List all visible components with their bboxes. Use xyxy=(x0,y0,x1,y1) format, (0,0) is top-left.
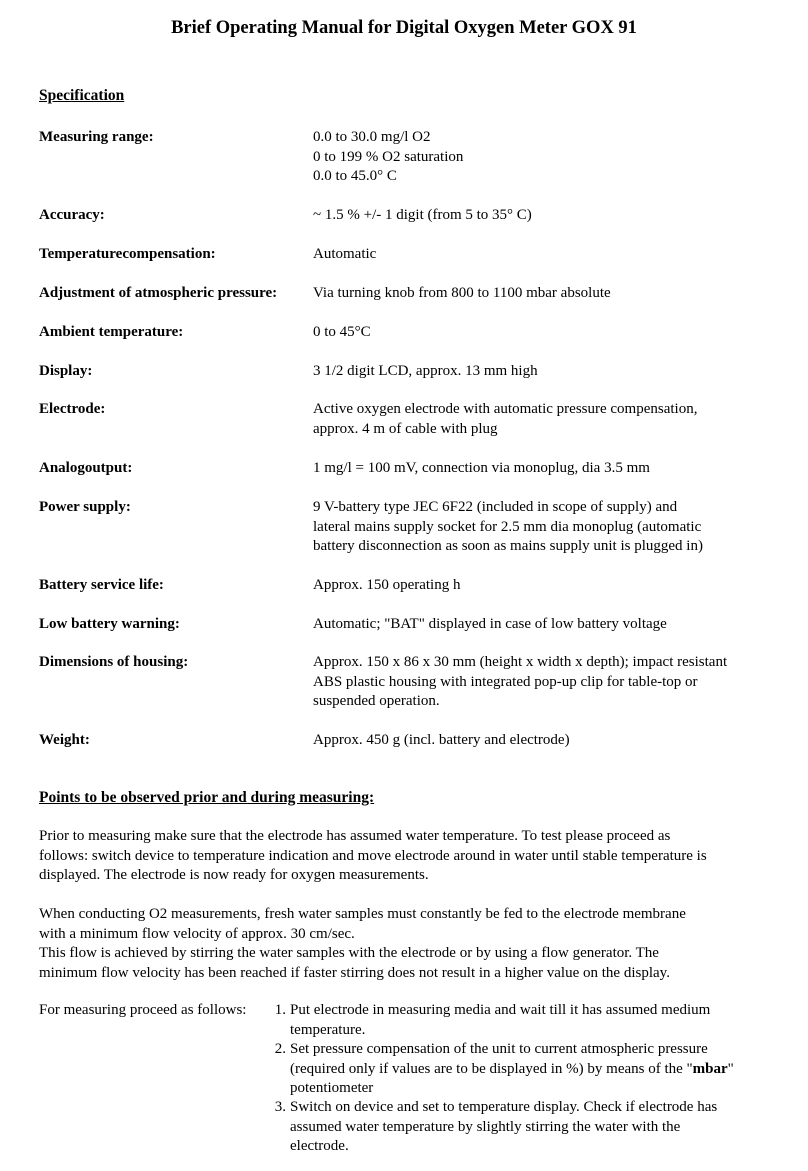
specification-heading: Specification xyxy=(39,87,125,104)
spec-label: Accuracy: xyxy=(39,207,105,223)
spec-value-line: Via turning knob from 800 to 1100 mbar absolute xyxy=(313,285,611,301)
spec-value xyxy=(313,498,773,557)
step-text-line: electrode. xyxy=(290,1138,349,1154)
spec-value-line: lateral mains supply socket for 2.5 mm dia monoplug (automatic xyxy=(313,518,702,535)
step-text-line: assumed water temperature by slightly stirring the water with the xyxy=(290,1118,681,1135)
paragraph-line: This flow is achieved by stirring the water samples with the electrode or by using a flow generator. The xyxy=(39,945,659,961)
spec-value-line: 9 V-battery type JEC 6F22 (included in scope of supply) and xyxy=(313,499,678,515)
spec-value-line: suspended operation. xyxy=(313,693,440,709)
spec-value-line: battery disconnection as soon as mains supply unit is plugged in) xyxy=(313,538,703,554)
spec-value-line: 0.0 to 45.0° C xyxy=(313,168,397,184)
spec-label: Weight: xyxy=(39,732,90,748)
step-text xyxy=(290,1040,770,1099)
spec-value xyxy=(313,731,773,751)
step-number: 1. xyxy=(274,1002,286,1018)
spec-value xyxy=(313,245,773,265)
step-number: 3. xyxy=(274,1099,286,1115)
spec-value xyxy=(313,206,773,226)
spec-value-line: approx. 4 m of cable with plug xyxy=(313,420,498,437)
spec-value xyxy=(313,653,773,712)
spec-value-line: Approx. 150 operating h xyxy=(313,577,461,593)
spec-label: Measuring range: xyxy=(39,129,154,145)
step-text xyxy=(290,1098,770,1157)
step-text-line: temperature. xyxy=(290,1021,366,1038)
document-title: Brief Operating Manual for Digital Oxygen Meter GOX 91 xyxy=(171,18,637,38)
spec-label: Analogoutput: xyxy=(39,460,133,476)
spec-value-line: 0 to 199 % O2 saturation xyxy=(313,148,464,165)
spec-value xyxy=(313,284,773,304)
step-number: 2. xyxy=(274,1041,286,1057)
spec-label: Temperaturecompensation: xyxy=(39,246,216,262)
step-text-line: Switch on device and set to temperature display. Check if electrode has xyxy=(290,1099,718,1115)
spec-value-line: 0.0 to 30.0 mg/l O2 xyxy=(313,129,431,145)
spec-value-line: ~ 1.5 % +/- 1 digit (from 5 to 35° C) xyxy=(313,207,532,223)
spec-value xyxy=(313,323,773,343)
spec-value xyxy=(313,128,773,187)
spec-value xyxy=(313,400,773,439)
measuring-paragraph-2 xyxy=(39,905,769,983)
measuring-paragraph-1 xyxy=(39,827,769,886)
spec-value xyxy=(313,615,773,635)
spec-label: Display: xyxy=(39,363,93,379)
paragraph-line: When conducting O2 measurements, fresh water samples must constantly be fed to the electrode membrane xyxy=(39,906,686,922)
spec-label: Adjustment of atmospheric pressure: xyxy=(39,285,278,301)
spec-value-line: Active oxygen electrode with automatic pressure compensation, xyxy=(313,401,698,417)
spec-label: Low battery warning: xyxy=(39,616,180,632)
spec-label: Ambient temperature: xyxy=(39,324,184,340)
step-text-line: potentiometer xyxy=(290,1080,374,1096)
paragraph-line: minimum flow velocity has been reached if faster stirring does not result in a higher value on the display. xyxy=(39,964,670,981)
paragraph-line: follows: switch device to temperature indication and move electrode around in water until stable temperature is xyxy=(39,847,707,864)
spec-value-line: Automatic xyxy=(313,246,377,262)
spec-label: Dimensions of housing: xyxy=(39,654,189,670)
spec-value xyxy=(313,362,773,382)
paragraph-line: Prior to measuring make sure that the electrode has assumed water temperature. To test please proceed as xyxy=(39,828,671,844)
spec-value-line: Approx. 450 g (incl. battery and electrode) xyxy=(313,732,570,748)
procedure-intro: For measuring proceed as follows: xyxy=(39,1002,247,1018)
measuring-heading: Points to be observed prior and during measuring: xyxy=(39,789,375,806)
spec-value xyxy=(313,576,773,596)
spec-value-line: Automatic; "BAT" displayed in case of low battery voltage xyxy=(313,616,667,632)
step-text-line: Set pressure compensation of the unit to current atmospheric pressure xyxy=(290,1041,708,1057)
spec-value-line: Approx. 150 x 86 x 30 mm (height x width x depth); impact resistant xyxy=(313,654,728,670)
spec-value-line: 3 1/2 digit LCD, approx. 13 mm high xyxy=(313,363,538,379)
spec-label: Electrode: xyxy=(39,401,106,417)
paragraph-line: with a minimum flow velocity of approx. 30 cm/sec. xyxy=(39,925,355,942)
paragraph-line: displayed. The electrode is now ready for oxygen measurements. xyxy=(39,867,429,883)
spec-label: Battery service life: xyxy=(39,577,164,593)
spec-value-line: 0 to 45°C xyxy=(313,324,371,340)
step-text-line: Put electrode in measuring media and wait till it has assumed medium xyxy=(290,1002,711,1018)
spec-value-line: 1 mg/l = 100 mV, connection via monoplug, dia 3.5 mm xyxy=(313,460,650,476)
spec-value xyxy=(313,459,773,479)
spec-value-line: ABS plastic housing with integrated pop-up clip for table-top or xyxy=(313,673,698,690)
step-text xyxy=(290,1001,770,1040)
spec-label: Power supply: xyxy=(39,499,131,515)
step-text-line: (required only if values are to be displayed in %) by means of the "mbar" xyxy=(290,1060,734,1077)
